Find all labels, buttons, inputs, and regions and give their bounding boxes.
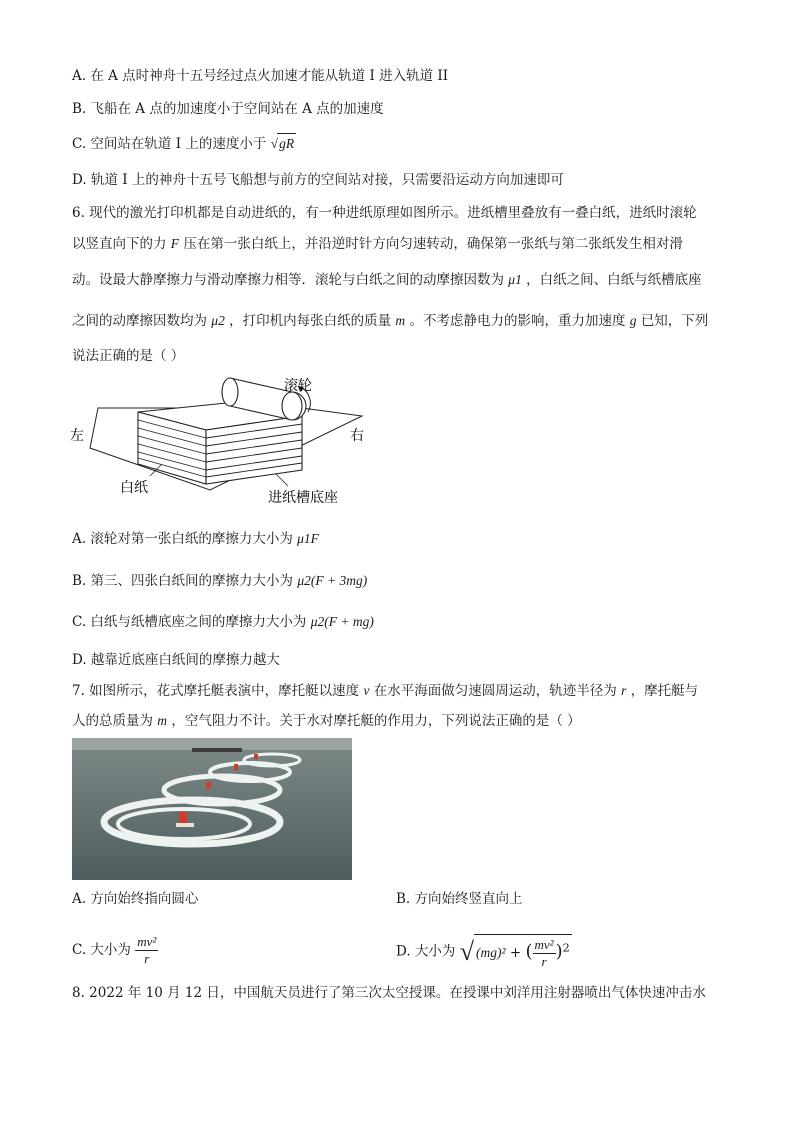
- sqrt-expression: (mg)² + ( $\frac{\text{mv²}}{r}$ )$^2$: [474, 934, 572, 970]
- fraction-mv2-over-r: $\frac{\text{mv²}}{r}$: [137, 934, 157, 966]
- q6-option-d: D. 越靠近底座白纸间的摩擦力越大: [72, 652, 280, 668]
- q5-option-c-radicand: gR: [277, 133, 296, 154]
- q6-stem-line1: 6. 现代的激光打印机都是自动进纸的，有一种进纸原理如图所示。进纸槽里叠放有一叠白纸，进纸时滚轮: [72, 205, 697, 221]
- q7-option-c: C. 大小为 $\frac{\text{mv²}}{r}$: [72, 934, 157, 966]
- q7-option-d: D. 大小为 √ (mg)² + ( $\frac{\text{mv²}}{r}$ )$^2$: [396, 934, 572, 970]
- label-left: 左: [70, 428, 84, 444]
- q6-option-a: A. 滚轮对第一张白纸的摩擦力大小为 μ1F: [72, 531, 319, 547]
- mu2-symbol: μ2: [211, 313, 225, 328]
- q5-option-b: B. 飞船在 A 点的加速度小于空间站在 A 点的加速度: [72, 101, 384, 117]
- q5-option-d: D. 轨道 I 上的神舟十五号飞船想与前方的空间站对接，只需要沿运动方向加速即可: [72, 172, 564, 188]
- q7-stem-line2: 人的总质量为 m ，空气阻力不计。关于水对摩托艇的作用力，下列说法正确的是（ ）: [72, 713, 581, 729]
- q6-stem-line3: 动。设最大静摩擦力与滑动摩擦力相等．滚轮与白纸之间的动摩擦因数为 μ1 ，白纸之间、白纸与纸槽底座: [72, 272, 702, 288]
- q5-option-c-text: C. 空间站在轨道 I 上的速度小于: [72, 136, 267, 152]
- mu1-symbol: μ1: [508, 272, 522, 287]
- label-roller: 滚轮: [284, 378, 312, 394]
- q8-stem-line1: 8. 2022 年 10 月 12 日，中国航天员进行了第三次太空授课。在授课中刘洋用注射器喷出气体快速冲击水: [72, 985, 706, 1001]
- q5-option-c: C. 空间站在轨道 I 上的速度小于 √gR: [72, 133, 296, 154]
- roller-end: [282, 392, 302, 420]
- paper-tray-figure: [70, 372, 370, 512]
- q6-option-c: C. 白纸与纸槽底座之间的摩擦力大小为 μ2(F + mg): [72, 614, 374, 630]
- label-base: 进纸槽底座: [268, 490, 338, 506]
- q7-option-b: B. 方向始终竖直向上: [396, 891, 523, 907]
- label-paper: 白纸: [120, 480, 148, 496]
- q6-option-b: B. 第三、四张白纸间的摩擦力大小为 μ2(F + 3mg): [72, 573, 368, 589]
- label-right: 右: [350, 428, 364, 444]
- q5-option-a: A. 在 A 点时神舟十五号经过点火加速才能从轨道 I 进入轨道 II: [72, 68, 449, 84]
- q6-stem-line2: 以竖直向下的力 F 压在第一张白纸上，并沿逆时针方向匀速转动，确保第一张纸与第二张纸发生相对滑: [72, 236, 683, 252]
- jetski-photo: [72, 738, 352, 880]
- q6-stem-line5: 说法正确的是（ ）: [72, 348, 185, 364]
- q7-stem-line1: 7. 如图所示，花式摩托艇表演中，摩托艇以速度 v 在水平海面做匀速圆周运动，轨迹半径为 r ，摩托艇与: [72, 683, 699, 699]
- q6-stem-line4: 之间的动摩擦因数均为 μ2 ，打印机内每张白纸的质量 m 。不考虑静电力的影响，重力加速度 g 已知，下列: [72, 313, 709, 329]
- q7-option-a: A. 方向始终指向圆心: [72, 891, 199, 907]
